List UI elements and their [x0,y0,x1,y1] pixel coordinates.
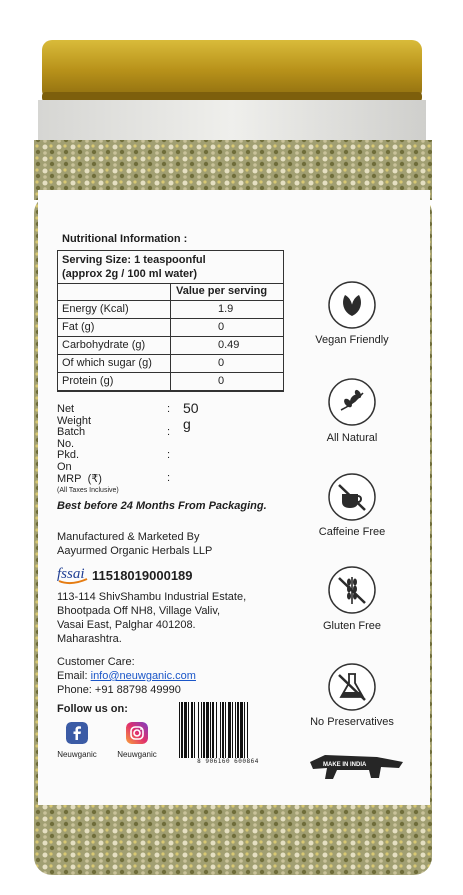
nutrient-value: 0 [218,375,225,387]
barcode-bar [210,702,211,758]
nutrient-name: Protein (g) [62,375,114,387]
barcode-bar [232,702,233,758]
address-line1: 113-114 ShivShambu Industrial Estate, [57,591,247,603]
barcode-bar [179,702,180,758]
nutrient-value: 0.49 [218,339,240,351]
email-label: Email: [57,670,91,682]
email-row [57,669,196,683]
barcode-bar [247,702,248,758]
nutrition-table [57,250,284,392]
mrp-text: MRP [57,473,82,485]
caffeine-free-icon [327,472,377,522]
address-line3: Vasai East, Palghar 401208. [57,619,196,631]
barcode-bar [181,702,183,758]
nutrient-name: Energy (Kcal) [62,303,129,315]
nutrient-name: Of which sugar (g) [62,357,152,369]
vegan-icon [327,280,377,330]
facebook-link[interactable] [47,722,107,759]
facebook-handle: Neuwganic [57,750,97,759]
phone: Phone: +91 88798 49990 [57,684,181,696]
mrp-label [57,472,102,485]
customer-care-title: Customer Care: [57,656,135,668]
fssai-logo [57,565,91,585]
barcode-bar [216,702,217,758]
address-line4: Maharashtra. [57,633,122,645]
barcode-bar [237,702,239,758]
instagram-icon [126,722,148,744]
barcode-bar [198,702,199,758]
barcode-bar [184,702,187,758]
rupee-symbol: (₹) [87,473,102,485]
column-header-label: Value per serving [176,285,268,297]
nutrient-name: Carbohydrate (g) [62,339,146,351]
facebook-icon [66,722,88,744]
email-link[interactable]: info@neuwganic.com [90,670,196,682]
follow-label: Follow us on: [57,703,128,715]
customer-care [57,655,196,697]
caffeine-free-label: Caffeine Free [318,526,386,538]
manufacturer [57,530,212,558]
barcode-number: 8 906160 600864 [197,758,259,765]
barcode-bar [220,702,221,758]
address [57,590,246,646]
nutrient-value: 0 [218,321,225,333]
jar-lid [42,40,422,100]
make-in-india-text: MAKE IN INDIA [323,762,367,768]
colon: : [167,426,171,438]
barcode-bar [194,702,195,758]
taxes-note: (All Taxes Inclusive) [57,487,119,494]
instagram-handle: Neuwganic [117,750,157,759]
barcode-bar [228,702,231,758]
manufacturer-line1: Manufactured & Marketed By [57,531,200,543]
packed-on-label: Pkd. On [57,449,80,473]
natural-icon [327,377,377,427]
barcode-bar [188,702,189,758]
colon: : [167,403,171,415]
nutrition-title: Nutritional Information : [62,233,188,245]
net-weight-value: 50 g [183,400,199,432]
barcode-bar [191,702,193,758]
best-before: Best before 24 Months From Packaging. [57,500,267,512]
serving-size-line1: Serving Size: 1 teaspoonful [62,254,206,266]
instagram-link[interactable] [107,722,167,759]
make-in-india-logo [307,752,407,782]
barcode-bar [201,702,202,758]
nutrient-value: 1.9 [218,303,234,315]
table-divider [170,283,171,391]
gluten-free-label: Gluten Free [322,620,382,632]
barcode-bar [244,702,245,758]
serving-size [58,251,283,284]
net-weight-label: Net Weight [57,403,92,427]
natural-label: All Natural [326,432,378,444]
barcode-bar [225,702,226,758]
batch-label: Batch No. [57,426,86,450]
barcode-bar [222,702,224,758]
nutrient-name: Fat (g) [62,321,95,333]
address-line2: Bhootpada Off NH8, Village Valiv, [57,605,221,617]
barcode-bar [212,702,214,758]
colon: : [167,449,171,461]
barcode-bar [203,702,205,758]
manufacturer-name: Aayurmed Organic Herbals LLP [57,545,213,557]
barcode-bar [206,702,209,758]
nutrient-value: 0 [218,357,225,369]
gluten-free-icon [327,565,377,615]
barcode-bar [240,702,243,758]
no-preservatives-icon [327,662,377,712]
no-preservatives-label: No Preservatives [310,716,394,728]
serving-size-line2: (approx 2g / 100 ml water) [62,268,198,280]
fssai-logo-text: fssai [57,566,85,582]
fssai-number: 11518019000189 [92,568,193,583]
barcode-bar [235,702,236,758]
vegan-label: Vegan Friendly [315,334,389,346]
colon: : [167,472,171,484]
